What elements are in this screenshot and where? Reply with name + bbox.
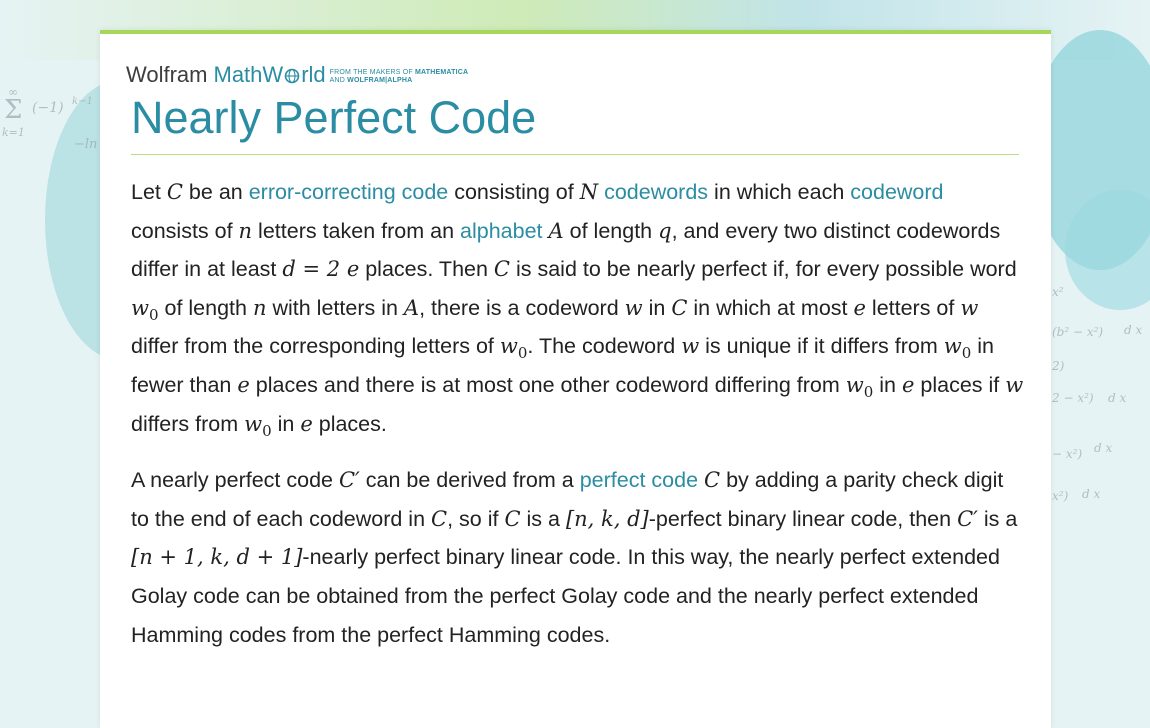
link-error-correcting-code[interactable]: error-correcting code — [248, 180, 449, 204]
bg-sum-top: ∞ — [8, 85, 18, 99]
bg-sq: x² — [1052, 285, 1064, 299]
bg-dx-1: d x — [1124, 323, 1143, 337]
bg-frac-b: 2 − x²) — [1052, 391, 1094, 405]
svg-text:Σ: Σ — [4, 95, 23, 125]
content-card — [100, 30, 1051, 728]
title-divider — [131, 154, 1019, 155]
wolfram-mathworld-logo[interactable] — [126, 60, 468, 88]
paragraph-derivation: A nearly perfect code C′ can be derived from a perfect code C by adding a parity check digit to the end of each codeword in C, so if C is a [n, k, d]-perfect binary linear code, then C′ is a [n + 1, k, d + 1]-nearly perfect binary linear code. In this way, the nearly perfect extended Golay code can be obtained from the perfect Golay code and the nearly perfect extended Hamming codes from the perfect Hamming codes. — [131, 468, 1018, 647]
link-codeword[interactable]: codeword — [850, 180, 944, 204]
page-title: Nearly Perfect Code — [131, 92, 537, 143]
math-params-nkd: [n, k, d] — [565, 506, 649, 531]
bg-sum-bottom: k=1 — [2, 126, 25, 139]
article-body — [131, 173, 1026, 672]
math-C: C — [166, 180, 183, 204]
link-codewords[interactable]: codewords — [604, 180, 709, 204]
math-params-extended: [n + 1, k, d + 1] — [131, 545, 303, 570]
math-N: N — [579, 180, 599, 204]
bg-paren: 2) — [1052, 359, 1065, 373]
bg-frac-a: (b² − x²) — [1052, 325, 1104, 339]
logo-tagline: FROM THE MAKERS OF MATHEMATICA AND WOLFRAM|ALPHA — [329, 69, 469, 84]
bg-dx-2: d x — [1108, 391, 1127, 405]
bg-sum-exp: k−1 — [72, 96, 93, 107]
logo-wolfram-text: Wolfram — [126, 62, 208, 87]
math-d-equals-2e: d = 2 e — [282, 257, 360, 282]
globe-icon — [284, 68, 300, 84]
bg-minus-ln: −ln — [74, 137, 98, 152]
bg-dx-4: d x — [1082, 487, 1101, 501]
math-C-prime: C′ — [338, 468, 360, 493]
logo-mathworld-text: MathW rld — [213, 62, 326, 87]
link-perfect-code[interactable]: perfect code — [579, 468, 699, 493]
bg-frac-d: x²) — [1052, 489, 1069, 503]
bg-frac-c: − x²) — [1052, 447, 1083, 461]
paragraph-definition: Let C be an error-correcting code consisting of N codewords in which each codeword consists of n letters taken from an alphabet A of length q, and every two distinct codewords differ in at least d = 2 e places. Then C is said to be nearly perfect if, for every possible word $w_0$ of length n with letters in A, there is a codeword w in C in which at most e letters of w differ from the corresponding letters of $w_0$. The codeword w is unique if it differs from $w_0$ in fewer than e places and there is at most one other codeword differing from $w_0$ in e places if w differs from $w_0$ in e places. — [131, 180, 1024, 440]
bg-sum-body: (−1) — [32, 100, 64, 116]
link-alphabet[interactable]: alphabet — [460, 218, 543, 243]
bg-dx-3: d x — [1094, 441, 1113, 455]
